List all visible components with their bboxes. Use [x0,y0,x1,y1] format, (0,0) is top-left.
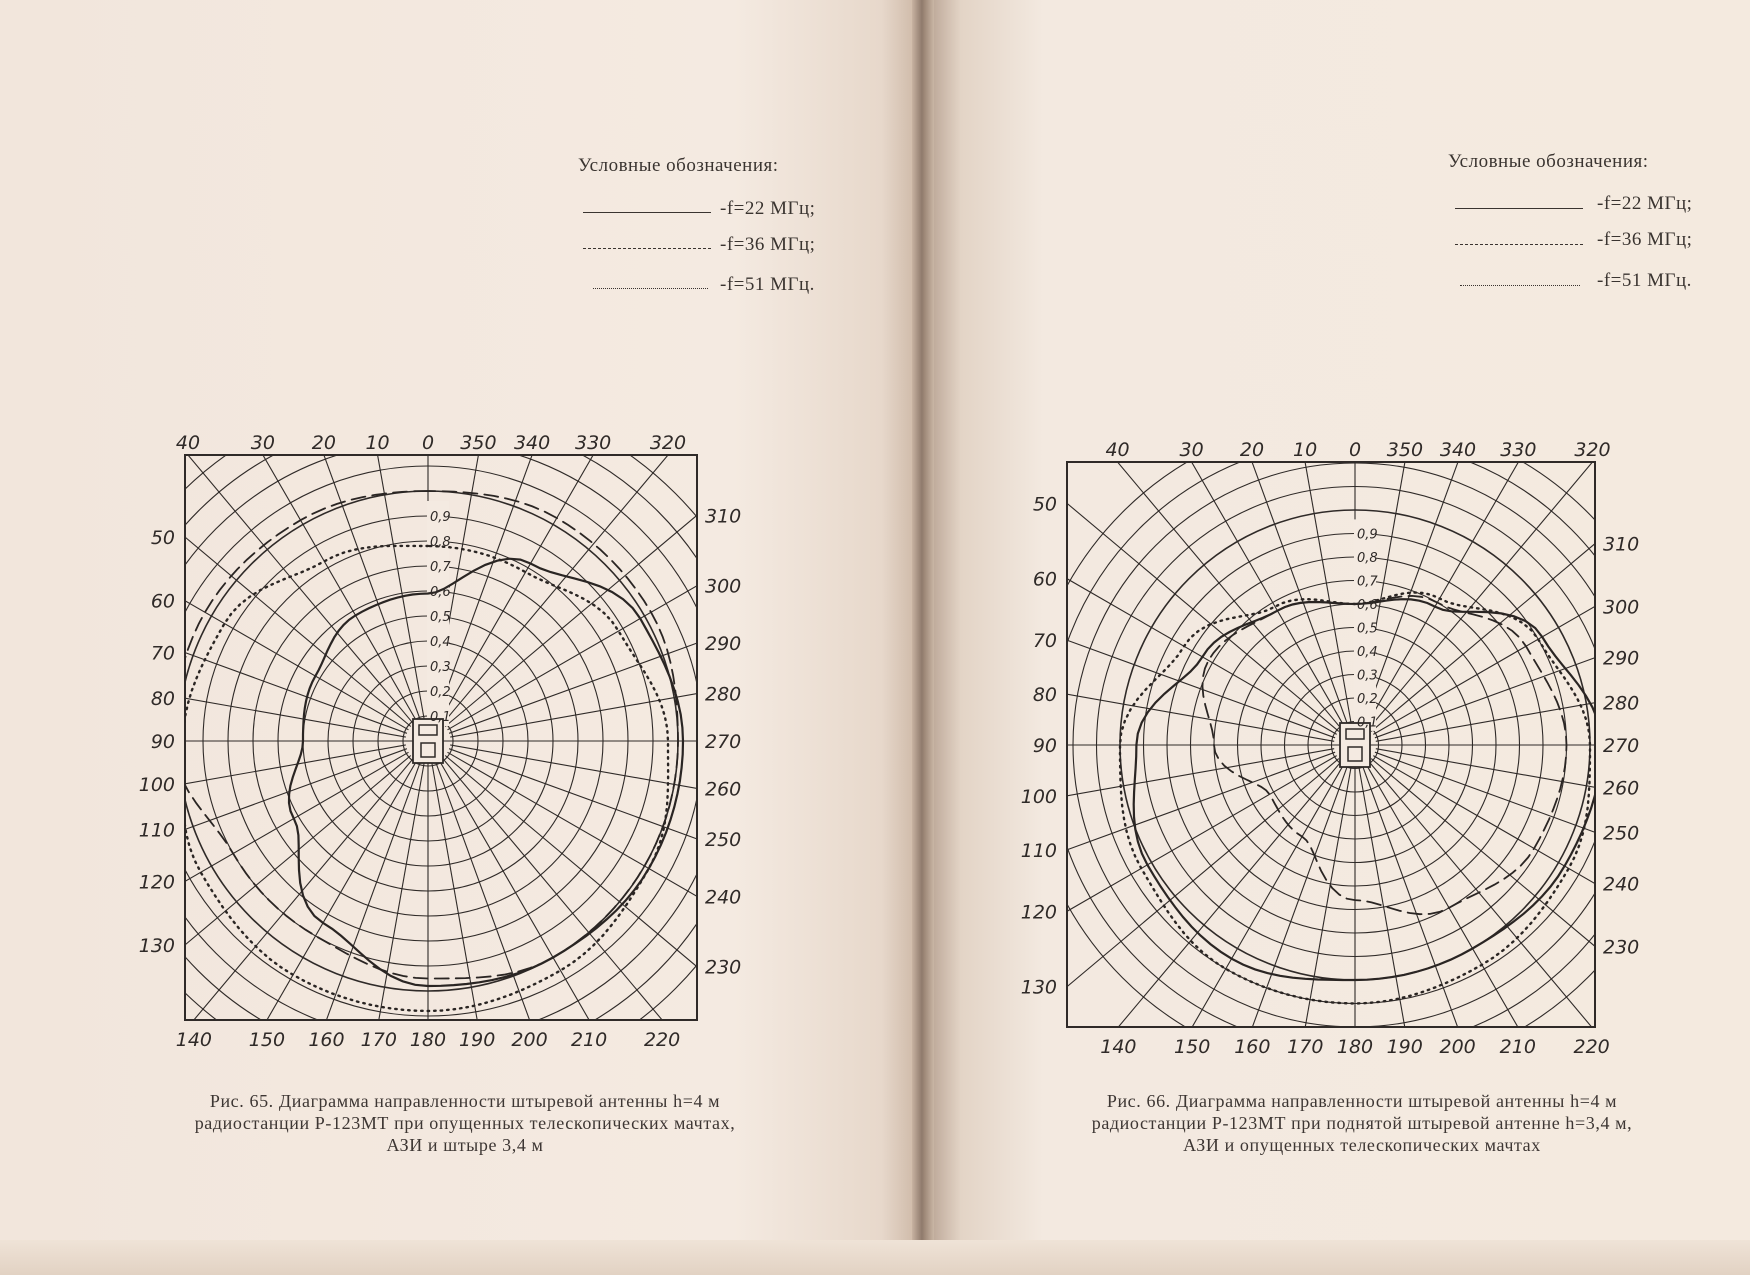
caption-line: АЗИ и штыре 3,4 м [386,1135,544,1155]
bottom-angle-label: 150 [1174,1036,1211,1058]
radial-tick-label: 0,6 [1357,598,1378,613]
legend-sample-solid [1455,208,1583,209]
top-angle-label: 20 [1239,439,1265,461]
legend-sample-dotted [1460,285,1580,286]
polar-diagram-fig66 [1020,425,1660,1058]
top-angle-label: 30 [250,432,275,454]
right-angle-label: 240 [1603,873,1640,896]
legend-title: Условные обозначения: [578,155,779,176]
right-angle-label: 310 [1603,533,1640,556]
radial-tick-label: 0,7 [430,560,451,575]
bottom-angle-label: 210 [570,1029,608,1051]
bottom-angle-label: 170 [1287,1036,1324,1058]
bottom-angle-label: 160 [1234,1036,1271,1058]
right-angle-label: 230 [705,956,742,979]
right-angle-label: 270 [1603,735,1640,757]
radial-tick-label: 0,6 [430,585,451,600]
polar-diagram-fig65 [140,430,780,1055]
radial-tick-label: 0,9 [1357,527,1378,543]
left-angle-label: 50 [150,527,175,550]
right-angle-label: 260 [705,778,742,801]
right-angle-label: 250 [1603,822,1640,845]
radial-tick-label: 0,1 [430,710,451,725]
right-angle-label: 250 [705,828,742,851]
top-angle-label: 340 [513,432,551,454]
left-angle-label: 100 [138,773,175,796]
left-angle-label: 130 [1020,976,1057,999]
left-angle-label: 130 [138,934,175,957]
left-angle-label: 110 [138,819,175,842]
left-angle-label: 60 [150,590,175,613]
top-angle-label: 30 [1179,439,1204,461]
right-angle-label: 290 [705,633,742,656]
top-angle-label: 340 [1439,439,1477,461]
series-solid-line [289,559,683,986]
bottom-angle-label: 210 [1499,1036,1536,1058]
legend-label-51: -f=51 МГц. [1597,270,1692,291]
bottom-angle-label: 190 [459,1029,496,1051]
page-bottom-edge [0,1240,1750,1275]
bottom-angle-label: 190 [1386,1036,1423,1058]
right-angle-label: 230 [1603,936,1640,959]
legend-sample-dashed [583,248,711,249]
bottom-angle-label: 160 [308,1029,345,1051]
legend-sample-solid [583,212,711,213]
left-angle-label: 120 [138,871,175,894]
left-angle-label: 50 [1032,493,1057,516]
top-angle-label: 10 [1293,439,1318,461]
left-angle-label: 70 [150,642,175,665]
top-angle-label: 40 [175,432,201,454]
radial-tick-label: 0,2 [1357,692,1378,707]
bottom-angle-label: 180 [409,1029,447,1051]
top-angle-label: 320 [1574,439,1611,461]
right-angle-label: 290 [1603,647,1640,670]
right-angle-label: 300 [705,575,742,598]
top-angle-label: 350 [460,432,497,454]
left-angle-label: 120 [1020,901,1057,924]
right-angle-label: 270 [705,731,742,753]
legend-label-36: -f=36 МГц; [1597,229,1693,250]
bottom-angle-label: 140 [1100,1036,1137,1058]
left-angle-label: 90 [1032,735,1057,757]
right-angle-label: 280 [1603,692,1640,715]
radial-tick-label: 0,3 [430,660,451,675]
bottom-angle-label: 200 [1439,1036,1476,1058]
radial-tick-label: 0,8 [1357,551,1378,566]
caption-line: АЗИ и опущенных телескопических мачтах [1183,1135,1541,1155]
left-angle-label: 80 [1032,684,1057,707]
bottom-angle-label: 220 [643,1029,681,1051]
legend-label-51: -f=51 МГц. [720,274,815,295]
radial-tick-label: 0,4 [430,635,451,650]
radial-tick-label: 0,5 [430,610,451,625]
legend-sample-dotted [593,288,708,289]
left-angle-label: 110 [1020,839,1057,862]
radial-tick-label: 0,2 [430,685,451,700]
top-angle-label: 330 [574,432,612,454]
bottom-angle-label: 150 [248,1029,286,1051]
legend-label-22: -f=22 МГц; [1597,193,1693,214]
legend-title: Условные обозначения: [1448,151,1649,172]
radial-tick-label: 0,9 [430,510,451,525]
caption-line: радиостанции Р-123МТ при поднятой штыревой антенне h=3,4 м, [1091,1113,1633,1133]
top-angle-label: 350 [1386,439,1424,461]
legend-label-36: -f=36 МГц; [720,234,816,255]
radial-tick-label: 0,7 [1357,574,1378,590]
radial-tick-label: 0,5 [1357,621,1378,637]
top-angle-label: 0 [1348,439,1362,461]
right-angle-label: 310 [705,505,742,528]
top-angle-label: 20 [311,432,336,454]
left-angle-label: 100 [1020,785,1057,808]
legend-sample-dashed [1455,244,1583,245]
bottom-angle-label: 170 [360,1029,397,1051]
left-angle-label: 70 [1032,630,1057,653]
radial-tick-label: 0,1 [1357,715,1378,731]
right-angle-label: 260 [1603,777,1640,800]
top-angle-label: 320 [649,432,687,454]
top-angle-label: 330 [1500,439,1537,461]
top-angle-label: 40 [1105,439,1130,461]
right-angle-label: 240 [705,886,742,909]
bottom-angle-label: 220 [1573,1036,1610,1058]
top-angle-label: 0 [421,432,435,454]
right-angle-label: 300 [1603,596,1640,619]
left-angle-label: 90 [150,731,175,753]
figure-caption-65 [120,1090,810,1156]
radial-tick-label: 0,3 [1357,668,1378,684]
bottom-angle-label: 180 [1336,1036,1374,1058]
caption-line: Рис. 65. Диаграмма направленности штыревой антенны h=4 м [209,1091,721,1111]
bottom-angle-label: 200 [511,1029,548,1051]
figure-caption-66 [1012,1090,1712,1156]
right-angle-label: 280 [705,683,742,706]
caption-line: Рис. 66. Диаграмма направленности штыревой антенны h=4 м [1106,1091,1618,1111]
legend-label-22: -f=22 МГц; [720,198,816,219]
radial-tick-label: 0,4 [1357,645,1378,660]
top-angle-label: 10 [365,432,390,454]
book-gutter [912,0,934,1275]
left-angle-label: 80 [150,688,175,711]
caption-line: радиостанции Р-123МТ при опущенных телескопических мачтах, [194,1113,736,1133]
radial-tick-label: 0,8 [430,535,451,550]
left-angle-label: 60 [1032,568,1057,591]
bottom-angle-label: 140 [175,1029,213,1051]
